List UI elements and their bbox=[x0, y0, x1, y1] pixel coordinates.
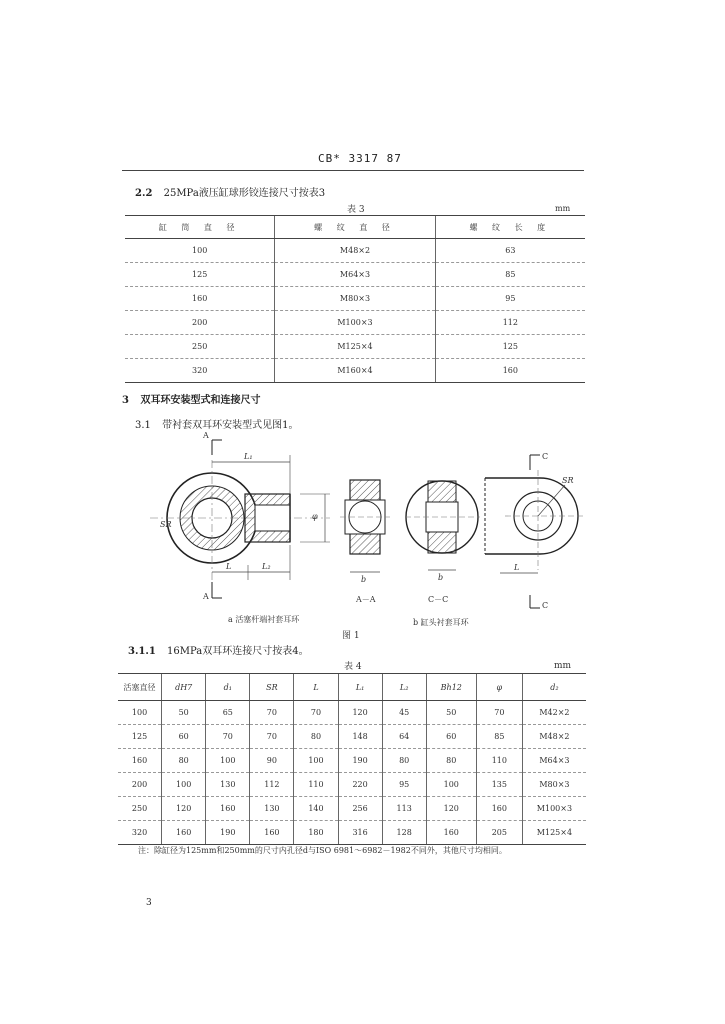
table-cell: 112 bbox=[435, 311, 585, 335]
column-header: d₁ bbox=[206, 674, 250, 701]
page-number: 3 bbox=[146, 898, 152, 908]
table-cell: 100 bbox=[294, 749, 338, 773]
table-cell: 160 bbox=[476, 797, 522, 821]
table-cell: 320 bbox=[118, 821, 162, 845]
table-cell: 160 bbox=[435, 359, 585, 383]
table-cell: 80 bbox=[382, 749, 426, 773]
table-header-row bbox=[118, 674, 586, 701]
label-section-aa: A－A bbox=[356, 595, 376, 604]
label-sr-a: SR bbox=[160, 520, 172, 529]
table-cell: 160 bbox=[206, 797, 250, 821]
table-cell: 80 bbox=[162, 749, 206, 773]
table-cell: 160 bbox=[118, 749, 162, 773]
table-cell: M100×3 bbox=[275, 311, 435, 335]
section-number: 3.1 bbox=[135, 420, 151, 431]
label-a-bottom: A bbox=[203, 592, 209, 601]
table-cell: 60 bbox=[426, 725, 476, 749]
table-cell: M100×3 bbox=[522, 797, 586, 821]
table4-caption: 表 4 bbox=[344, 662, 362, 672]
table-cell: 113 bbox=[382, 797, 426, 821]
table-cell: 220 bbox=[338, 773, 382, 797]
table-cell: M48×2 bbox=[275, 239, 435, 263]
table-cell: 190 bbox=[206, 821, 250, 845]
table-cell: 85 bbox=[435, 263, 585, 287]
column-header: 螺 纹 长 度 bbox=[435, 216, 585, 239]
table-row bbox=[118, 821, 586, 845]
section-title: 双耳环安装型式和连接尺寸 bbox=[140, 395, 261, 406]
table-cell: 50 bbox=[162, 701, 206, 725]
table-row bbox=[118, 701, 586, 725]
table-cell: 120 bbox=[338, 701, 382, 725]
table-cell: 60 bbox=[162, 725, 206, 749]
table-cell: 125 bbox=[125, 263, 275, 287]
table-cell: 200 bbox=[125, 311, 275, 335]
table-cell: M160×4 bbox=[275, 359, 435, 383]
table-cell: 112 bbox=[250, 773, 294, 797]
column-header: Bh12 bbox=[426, 674, 476, 701]
label-b-aa: b bbox=[361, 575, 367, 584]
table-cell: 180 bbox=[294, 821, 338, 845]
standard-header: CB* 3317 87 bbox=[318, 152, 402, 165]
section-number: 3 bbox=[122, 395, 129, 406]
table-cell: 50 bbox=[426, 701, 476, 725]
column-header: dH7 bbox=[162, 674, 206, 701]
table-cell: 64 bbox=[382, 725, 426, 749]
table-cell: 80 bbox=[426, 749, 476, 773]
table-cell: 45 bbox=[382, 701, 426, 725]
table-cell: 95 bbox=[435, 287, 585, 311]
table-cell: 316 bbox=[338, 821, 382, 845]
rod-end-eye-view bbox=[150, 440, 330, 598]
column-header: L bbox=[294, 674, 338, 701]
section-number: 2.2 bbox=[135, 188, 153, 199]
table-cell: 63 bbox=[435, 239, 585, 263]
section-a-a-view bbox=[340, 480, 390, 572]
table-cell: 160 bbox=[125, 287, 275, 311]
table-row bbox=[118, 749, 586, 773]
table-cell: 205 bbox=[476, 821, 522, 845]
table-cell: M125×4 bbox=[275, 335, 435, 359]
column-header: d₂ bbox=[522, 674, 586, 701]
table-cell: 100 bbox=[206, 749, 250, 773]
table-cell: 125 bbox=[118, 725, 162, 749]
section-3-1-1 bbox=[128, 642, 309, 657]
label-c-top: C bbox=[542, 452, 549, 461]
table-cell: 70 bbox=[294, 701, 338, 725]
label-phi: φ bbox=[312, 512, 318, 521]
label-section-cc: C－C bbox=[428, 595, 449, 604]
column-header: L₁ bbox=[338, 674, 382, 701]
table-cell: 70 bbox=[250, 725, 294, 749]
table-cell: 190 bbox=[338, 749, 382, 773]
table-cell: 128 bbox=[382, 821, 426, 845]
section-title: 16MPa双耳环连接尺寸按表4。 bbox=[167, 646, 309, 657]
table-row bbox=[118, 797, 586, 821]
table-cell: 65 bbox=[206, 701, 250, 725]
table-cell: 250 bbox=[118, 797, 162, 821]
table-cell: 256 bbox=[338, 797, 382, 821]
table-cell: 130 bbox=[250, 797, 294, 821]
table-cell: 135 bbox=[476, 773, 522, 797]
table-note: 注：除缸径为125mm和250mm的尺寸内孔径d与ISO 6981～6982－1982不同外，其他尺寸均相同。 bbox=[138, 846, 507, 855]
table-cell: 110 bbox=[476, 749, 522, 773]
table-cell: 80 bbox=[294, 725, 338, 749]
table-cell: 148 bbox=[338, 725, 382, 749]
table-cell: M64×3 bbox=[522, 749, 586, 773]
column-header: φ bbox=[476, 674, 522, 701]
table-cell: 70 bbox=[206, 725, 250, 749]
section-number: 3.1.1 bbox=[128, 646, 156, 657]
section-title: 25MPa液压缸球形铰连接尺寸按表3 bbox=[163, 188, 326, 199]
label-b-cc: b bbox=[438, 573, 444, 582]
table-cell: 110 bbox=[294, 773, 338, 797]
table-cell: 320 bbox=[125, 359, 275, 383]
table-cell: M125×4 bbox=[522, 821, 586, 845]
table-cell: 160 bbox=[250, 821, 294, 845]
table-cell: 100 bbox=[162, 773, 206, 797]
table-cell: M48×2 bbox=[522, 725, 586, 749]
table-cell: 120 bbox=[426, 797, 476, 821]
table-cell: 160 bbox=[162, 821, 206, 845]
column-header: 螺 纹 直 径 bbox=[275, 216, 435, 239]
table-cell: 95 bbox=[382, 773, 426, 797]
table-cell: 70 bbox=[250, 701, 294, 725]
column-header: 活塞直径 bbox=[118, 674, 162, 701]
table-cell: 130 bbox=[206, 773, 250, 797]
figure-caption-a: a 活塞杆端衬套耳环 bbox=[228, 615, 300, 624]
table-cell: 100 bbox=[125, 239, 275, 263]
table-cell: 140 bbox=[294, 797, 338, 821]
label-a-top: A bbox=[203, 431, 209, 440]
table3-unit: mm bbox=[555, 204, 571, 213]
table-cell: 90 bbox=[250, 749, 294, 773]
table3-caption: 表 3 bbox=[347, 205, 365, 215]
table-cell: M80×3 bbox=[275, 287, 435, 311]
table-row bbox=[118, 773, 586, 797]
table-cell: 70 bbox=[476, 701, 522, 725]
table-4 bbox=[118, 673, 586, 845]
table-cell: 125 bbox=[435, 335, 585, 359]
table-cell: M42×2 bbox=[522, 701, 586, 725]
column-header: 缸 筒 直 径 bbox=[125, 216, 275, 239]
figure-caption: 图 1 bbox=[342, 631, 360, 641]
table-cell: 250 bbox=[125, 335, 275, 359]
table-cell: M80×3 bbox=[522, 773, 586, 797]
column-header: L₂ bbox=[382, 674, 426, 701]
section-title: 带衬套双耳环安装型式见图1。 bbox=[162, 420, 299, 431]
table-cell: 120 bbox=[162, 797, 206, 821]
label-l1: L₁ bbox=[244, 452, 253, 461]
figure-caption-b: b 缸头衬套耳环 bbox=[413, 618, 469, 627]
table-cell: 100 bbox=[426, 773, 476, 797]
table-row bbox=[118, 725, 586, 749]
table-cell: 100 bbox=[118, 701, 162, 725]
table-cell: M64×3 bbox=[275, 263, 435, 287]
table-cell: 85 bbox=[476, 725, 522, 749]
label-l-b: L bbox=[514, 563, 520, 572]
table4-unit: mm bbox=[554, 661, 572, 671]
label-l2: L₂ bbox=[262, 562, 271, 571]
column-header: SR bbox=[250, 674, 294, 701]
label-c-bottom: C bbox=[542, 601, 549, 610]
table-cell: 200 bbox=[118, 773, 162, 797]
table-cell: 160 bbox=[426, 821, 476, 845]
label-l: L bbox=[226, 562, 232, 571]
section-c-c-view bbox=[405, 481, 480, 570]
label-sr-b: SR bbox=[562, 476, 574, 485]
